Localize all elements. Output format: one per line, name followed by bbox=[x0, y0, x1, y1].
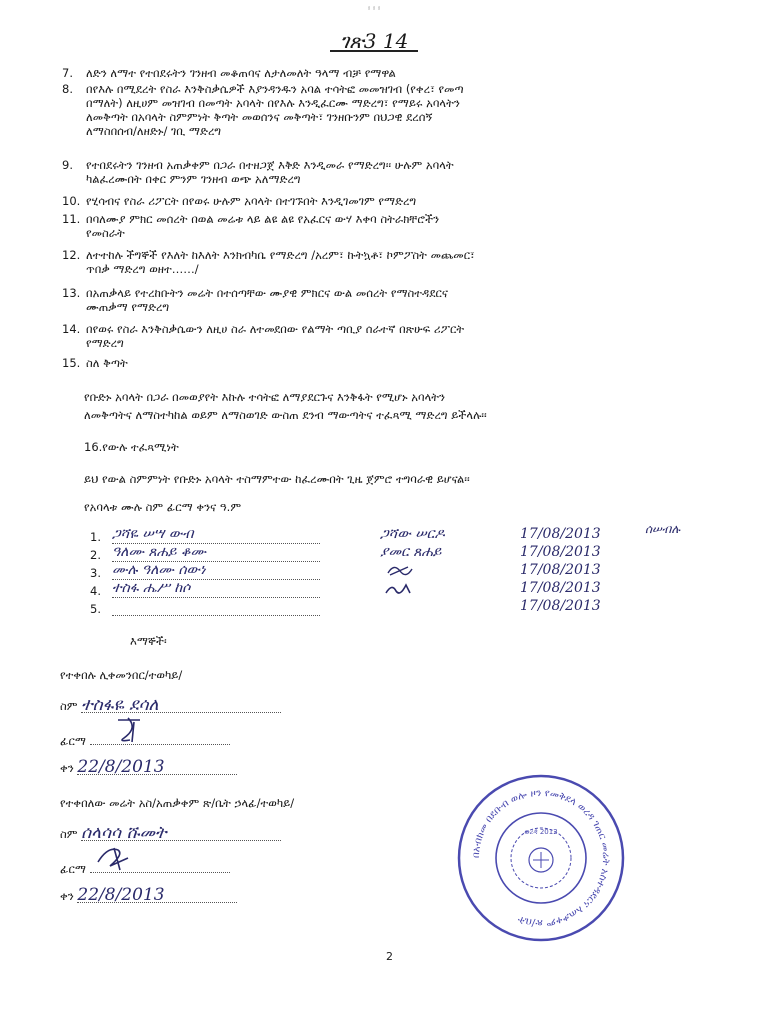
member-signature: ያመር ጸሐይ bbox=[380, 544, 442, 560]
item-number: 11. bbox=[62, 212, 81, 226]
members-heading: የአባላቱ ሙሉ ስም ፊርማ ቀንና ዓ.ም bbox=[84, 500, 242, 514]
land-office-name-row bbox=[60, 823, 320, 843]
member-row bbox=[90, 598, 710, 618]
member-signature bbox=[380, 563, 500, 579]
official-stamp bbox=[455, 772, 627, 944]
paragraph-line: ለመቅጣትና ለማስተካከል ወይም ለማስወገድ ውስጠ ደንብ ማውጣትና ተፈጻሚ ማድረግ ይችላሉ፡፡ bbox=[84, 408, 487, 422]
member-date: 17/08/2013 bbox=[520, 562, 601, 578]
page-heading: ገጽ3 14 bbox=[330, 34, 418, 52]
member-name bbox=[112, 599, 320, 616]
item-9 bbox=[62, 158, 722, 188]
member-row bbox=[90, 580, 710, 600]
receiver-chair-date: 22/8/2013 bbox=[77, 760, 237, 775]
land-office-heading: የተቀበለው መሬት አስ/አጠቃቀም ጽ/ቤት ኃላፊ/ተወካይ/ bbox=[60, 796, 295, 810]
land-office-date-row bbox=[60, 885, 300, 905]
member-name: ሙሉ ዓለሙ ሰውነ bbox=[112, 563, 320, 580]
item-number: 10. bbox=[62, 194, 81, 208]
item-line: ለድን ለማተ የተበደሩትን ገንዘብ መቆጠባና ለታለመለት ዓላማ ብቻ የማዋል bbox=[86, 66, 396, 80]
item-number: 13. bbox=[62, 286, 81, 300]
receiver-chair-name-row bbox=[60, 695, 320, 715]
member-name: ጋሻዬ ሠሣ ውብ bbox=[112, 527, 320, 544]
item-14 bbox=[62, 322, 722, 352]
top-mark: ፡ ፡ ፡ bbox=[368, 4, 381, 14]
item-line: በየወሩ የስራ እንቅስቃሴውን ለዚሀ ስራ ለተመደበው የልማት ጣቢያ ሰራተኛ በጽሁፍ ሪፖርት bbox=[86, 322, 465, 336]
land-office-sign-row bbox=[60, 858, 260, 876]
member-number: 3. bbox=[90, 566, 101, 580]
item-line: ጥበቃ ማድረግ ወዘተ……/ bbox=[86, 262, 199, 276]
page-number: 2 bbox=[386, 950, 393, 963]
land-office-name: ሰላሳሳ ሹመት bbox=[81, 826, 281, 841]
paragraph-line: የቡድኑ አባላት በጋራ በመወያየት እኩሉ ተሳትፎ ለማያደርጉና እንቅፋት የሚሆኑ አባላትን bbox=[84, 390, 446, 404]
handwritten-signature-mark bbox=[94, 844, 134, 874]
item-line: የመስራት bbox=[86, 226, 125, 240]
member-date: 17/08/2013 bbox=[520, 526, 601, 542]
member-name: ዓለሙ ጸሐይ ቆሙ bbox=[112, 545, 320, 562]
member-number: 5. bbox=[90, 602, 101, 616]
item-number: 9. bbox=[62, 158, 73, 172]
item-number: 14. bbox=[62, 322, 81, 336]
receiver-chair-date-row bbox=[60, 757, 300, 777]
item-12 bbox=[62, 248, 722, 278]
stamp-center-text: ወረዳ 2012 bbox=[524, 828, 558, 836]
name-label: ስም bbox=[60, 699, 78, 713]
item-line: የሂሳብና የስራ ሪፖርት በየወሩ ሁሉም አባላት በተገኙበት እንዲገመገም የማድረግ bbox=[86, 194, 417, 208]
item-number: 15. bbox=[62, 356, 81, 370]
name-label: ስም bbox=[60, 827, 78, 841]
land-office-date: 22/8/2013 bbox=[77, 888, 237, 903]
item-line: በአጠቃላይ የተረከቡትን መሬት በተሰጣቸው ሙያዊ ምክርና ውል መሰረት የማስተዳደርና bbox=[86, 286, 448, 300]
penalty-paragraph bbox=[84, 388, 722, 424]
stamp-seal-icon bbox=[455, 772, 627, 944]
date-label: ቀን bbox=[60, 889, 74, 903]
witnesses-heading: እማኞች፡ bbox=[130, 634, 167, 648]
item-7 bbox=[62, 66, 722, 80]
item-13 bbox=[62, 286, 722, 316]
item-number: 7. bbox=[62, 66, 73, 80]
thumbprint-mark bbox=[380, 563, 420, 579]
item-number: 8. bbox=[62, 82, 73, 96]
item-line: የማድረግ bbox=[86, 336, 124, 350]
item-line: ለማስበሰብ/ለዘድኑ/ ገቢ ማድረግ bbox=[86, 124, 222, 138]
item-line: በማለት) ለዚሀም መዝገብ በመጣት አባላት በየእሉ እንዲፈርሙ ማድረግ፣ የማይሩ አባላትን bbox=[86, 96, 460, 110]
item-15 bbox=[62, 356, 722, 370]
member-name: ተስፋ ሔሥ ከሶ bbox=[112, 581, 320, 598]
member-number: 2. bbox=[90, 548, 101, 562]
item-number: 12. bbox=[62, 248, 81, 262]
member-signature bbox=[380, 581, 500, 597]
item-line: ስለ ቅጣት bbox=[86, 356, 128, 370]
receiver-chair-heading: የተቀበሉ ሊቀመንበር/ተወካይ/ bbox=[60, 668, 183, 682]
member-note: ሰሠብሉ bbox=[645, 522, 680, 536]
handwritten-signature-mark bbox=[110, 716, 150, 746]
item-line: የተበደሩትን ገንዘብ አጠቃቀም በጋራ በተዘጋጀ እቅድ እንዲመራ የማድረግ፡፡ ሁሉም አባላት bbox=[86, 158, 454, 172]
member-signature: ጋሻው ሠርዶ bbox=[380, 526, 445, 542]
item-11 bbox=[62, 212, 722, 242]
member-number: 1. bbox=[90, 530, 101, 544]
signature-label: ፊርማ bbox=[60, 862, 86, 876]
section-16-text: ይህ የውል ስምምነት የቡድኑ አባላት ተስማምተው ከፈረሙበት ጊዜ ጀምሮ ተግባራዊ ይሆናል፡፡ bbox=[84, 472, 470, 486]
receiver-chair-sign-row bbox=[60, 730, 260, 748]
member-number: 4. bbox=[90, 584, 101, 598]
member-date: 17/08/2013 bbox=[520, 580, 601, 596]
stamp-ring-text: በአብክመ በደቡብ ወሎ ዞን የመቅደላ ወረዳ ገጠር መሬት አስተዳደርና አጠቃቀም ጽ/ቤት bbox=[470, 787, 612, 929]
member-date: 17/08/2013 bbox=[520, 598, 601, 614]
item-line: ሙጠቃማ የማድረግ bbox=[86, 300, 170, 314]
item-10 bbox=[62, 194, 722, 208]
item-line: ለመቅጣት በአባላት ስምምነት ቅጣት መወሰንና መቅጣት፣ ገንዘቡንም በህጋዊ ደረሰኝ bbox=[86, 110, 433, 124]
item-line: በባለሙያ ምክር መሰረት በወል መሬቱ ላይ ልዩ ልዩ የአፈርና ውሃ እቀባ ስትራክቸሮችን bbox=[86, 212, 440, 226]
item-line: ካልፈረሙበት በቀር ምንም ገንዘብ ወጭ አለማድረግ bbox=[86, 172, 301, 186]
date-label: ቀን bbox=[60, 761, 74, 775]
member-date: 17/08/2013 bbox=[520, 544, 601, 560]
item-line: በየእሉ በሚደረት የስራ እንቅስቃሴዎች እያንዳንዱን አባል ተሳትፎ መመዝገብ (የቀረ፣ የመጣ bbox=[86, 82, 464, 96]
receiver-chair-name: ተስፋዬ ደሳለ bbox=[81, 698, 281, 713]
section-16-heading: 16.የውሉ ተፈጻሚነት bbox=[84, 440, 179, 454]
handwritten-signature-mark bbox=[380, 581, 420, 597]
land-office-signature bbox=[90, 858, 230, 873]
item-8 bbox=[62, 82, 722, 140]
signature-label: ፊርማ bbox=[60, 734, 86, 748]
item-line: ለተተከሉ ችግኞች የእለት ከእለት እንክብካቤ የማድረግ /አረም፣ ኩትኳቶ፣ ኮምፖስት መጨመር፣ bbox=[86, 248, 475, 262]
receiver-chair-signature bbox=[90, 730, 230, 745]
